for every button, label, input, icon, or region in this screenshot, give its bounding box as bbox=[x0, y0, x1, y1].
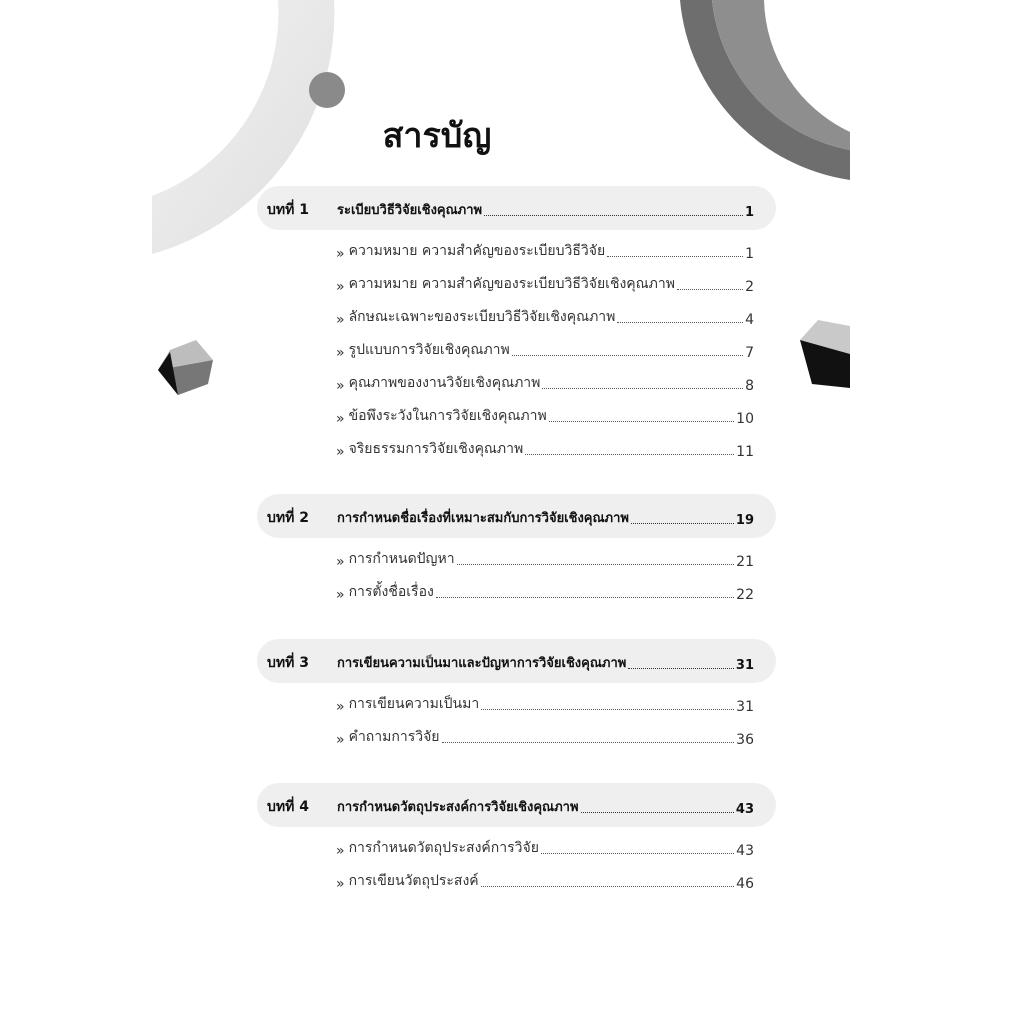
dot-leader bbox=[512, 355, 743, 356]
toc-entry-title: ความหมาย ความสำคัญของระเบียบวิธีวิจัยเชิงคุณภาพ bbox=[348, 276, 675, 292]
chapter-title: การเขียนความเป็นมาและปัญหาการวิจัยเชิงคุณภาพ bbox=[337, 656, 627, 671]
bullet-glyph: » bbox=[336, 312, 345, 328]
toc-entry[interactable] bbox=[336, 550, 754, 570]
toc-entry[interactable] bbox=[336, 695, 754, 715]
bullet-glyph: » bbox=[336, 444, 345, 460]
bullet-glyph: » bbox=[336, 843, 345, 859]
toc-entry-title: การตั้งชื่อเรื่อง bbox=[348, 584, 434, 600]
toc-entry-title: คำถามการวิจัย bbox=[348, 729, 440, 745]
dot-leader bbox=[457, 564, 735, 565]
bullet-glyph: » bbox=[336, 587, 345, 603]
chapter-title: ระเบียบวิธีวิจัยเชิงคุณภาพ bbox=[337, 203, 483, 218]
toc-entry-page-number: 22 bbox=[736, 587, 754, 603]
toc-entry[interactable] bbox=[336, 872, 754, 892]
chapter-number: บทที่ 1 bbox=[267, 202, 309, 218]
dot-leader bbox=[677, 289, 743, 290]
dot-leader bbox=[549, 421, 734, 422]
toc-entry[interactable] bbox=[336, 440, 754, 460]
chapter-page-number: 31 bbox=[735, 658, 754, 673]
bullet-glyph: » bbox=[336, 246, 345, 262]
chapter-entry-line bbox=[337, 507, 754, 528]
toc-entry-page-number: 8 bbox=[745, 378, 754, 394]
chapter-entry-line bbox=[337, 652, 754, 673]
chapter-title: การกำหนดชื่อเรื่องที่เหมาะสมกับการวิจัยเชิงคุณภาพ bbox=[337, 511, 629, 526]
toc-entry[interactable] bbox=[336, 308, 754, 328]
bullet-glyph: » bbox=[336, 732, 345, 748]
dot-leader bbox=[436, 597, 734, 598]
dot-leader bbox=[541, 853, 734, 854]
dot-leader bbox=[481, 886, 735, 887]
chapter-page-number: 1 bbox=[744, 205, 754, 220]
toc-entry[interactable] bbox=[336, 374, 754, 394]
dot-leader bbox=[581, 812, 734, 813]
toc-entry-title: การกำหนดปัญหา bbox=[348, 551, 455, 567]
dot-leader bbox=[484, 215, 743, 216]
toc-entry-page-number: 7 bbox=[745, 345, 754, 361]
cube-right-shape bbox=[800, 320, 850, 388]
bullet-glyph: » bbox=[336, 378, 345, 394]
dot-leader bbox=[628, 668, 734, 669]
bullet-glyph: » bbox=[336, 699, 345, 715]
chapter-heading[interactable] bbox=[257, 186, 776, 230]
toc-entry[interactable] bbox=[336, 275, 754, 295]
toc-entry[interactable] bbox=[336, 341, 754, 361]
chapter-number: บทที่ 3 bbox=[267, 655, 309, 671]
bullet-glyph: » bbox=[336, 345, 345, 361]
toc-entry-page-number: 46 bbox=[736, 876, 754, 892]
toc-entry-page-number: 1 bbox=[745, 246, 754, 262]
toc-entry-page-number: 10 bbox=[736, 411, 754, 427]
gray-ball-shape bbox=[309, 72, 345, 108]
toc-entry-title: คุณภาพของงานวิจัยเชิงคุณภาพ bbox=[348, 375, 541, 391]
bullet-glyph: » bbox=[336, 876, 345, 892]
toc-entry[interactable] bbox=[336, 407, 754, 427]
chapter-entry-line bbox=[337, 199, 754, 220]
dot-leader bbox=[542, 388, 743, 389]
toc-entry-page-number: 11 bbox=[736, 444, 754, 460]
toc-entry-title: ความหมาย ความสำคัญของระเบียบวิธีวิจัย bbox=[348, 243, 606, 259]
chapter-heading[interactable] bbox=[257, 494, 776, 538]
toc-entry[interactable] bbox=[336, 242, 754, 262]
dot-leader bbox=[617, 322, 743, 323]
bullet-glyph: » bbox=[336, 279, 345, 295]
toc-entry-page-number: 36 bbox=[736, 732, 754, 748]
toc-entry[interactable] bbox=[336, 839, 754, 859]
toc-entry[interactable] bbox=[336, 583, 754, 603]
dot-leader bbox=[525, 454, 734, 455]
toc-entry-page-number: 31 bbox=[736, 699, 754, 715]
chapter-page-number: 19 bbox=[735, 513, 754, 528]
toc-entry-title: การเขียนวัตถุประสงค์ bbox=[348, 873, 479, 889]
toc-entry-title: การเขียนความเป็นมา bbox=[348, 696, 480, 712]
toc-entry-page-number: 2 bbox=[745, 279, 754, 295]
dot-leader bbox=[442, 742, 735, 743]
toc-entry-title: รูปแบบการวิจัยเชิงคุณภาพ bbox=[348, 342, 510, 358]
dot-leader bbox=[481, 709, 734, 710]
toc-entry-page-number: 4 bbox=[745, 312, 754, 328]
toc-entry-title: การกำหนดวัตถุประสงค์การวิจัย bbox=[348, 840, 539, 856]
chapter-title: การกำหนดวัตถุประสงค์การวิจัยเชิงคุณภาพ bbox=[337, 800, 579, 815]
toc-entry-title: ข้อพึงระวังในการวิจัยเชิงคุณภาพ bbox=[348, 408, 547, 424]
toc-entry-page-number: 21 bbox=[736, 554, 754, 570]
toc-entry-page-number: 43 bbox=[736, 843, 754, 859]
toc-entry-title: ลักษณะเฉพาะของระเบียบวิธีวิจัยเชิงคุณภาพ bbox=[348, 309, 616, 325]
dot-leader bbox=[631, 523, 734, 524]
chapter-entry-line bbox=[337, 796, 754, 817]
bullet-glyph: » bbox=[336, 411, 345, 427]
page-title: สารบัญ bbox=[382, 116, 492, 156]
chapter-page-number: 43 bbox=[735, 802, 754, 817]
toc-entry[interactable] bbox=[336, 728, 754, 748]
chapter-heading[interactable] bbox=[257, 783, 776, 827]
chapter-number: บทที่ 2 bbox=[267, 510, 309, 526]
chapter-heading[interactable] bbox=[257, 639, 776, 683]
dot-leader bbox=[607, 256, 743, 257]
chapter-number: บทที่ 4 bbox=[267, 799, 309, 815]
bullet-glyph: » bbox=[336, 554, 345, 570]
cube-left-shape bbox=[158, 340, 213, 395]
toc-entry-title: จริยธรรมการวิจัยเชิงคุณภาพ bbox=[348, 441, 524, 457]
